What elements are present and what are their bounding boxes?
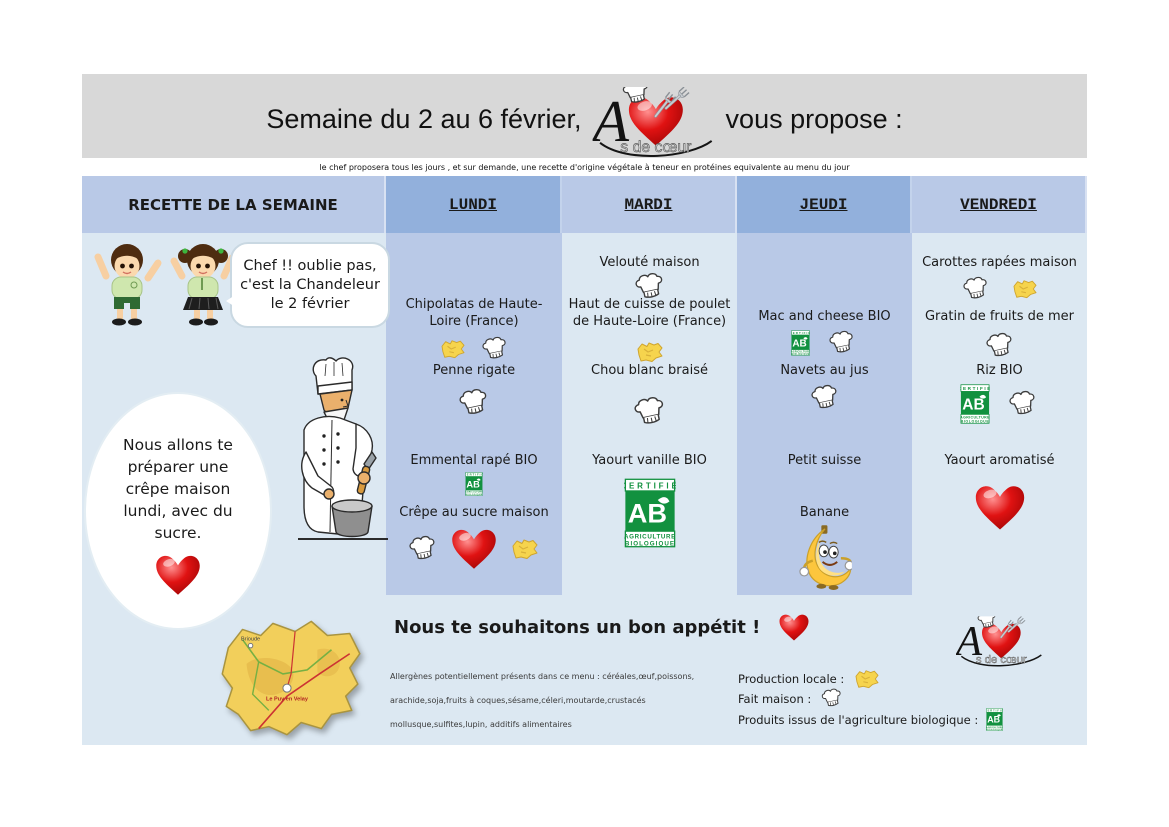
ab-bio-icon: [986, 708, 1003, 731]
menu-sheet: [82, 74, 1087, 745]
bon-appetit-text: Nous te souhaitons un bon appétit !: [394, 616, 761, 638]
bubble-text: Nous allons te préparer une crêpe maison lundi, avec du sucre.: [123, 435, 233, 542]
recette-header: RECETTE DE LA SEMAINE: [82, 176, 386, 233]
speech-bubble-crepe: [84, 392, 272, 630]
menu-item: Velouté maison: [599, 255, 700, 270]
chef-hat-icon: [960, 276, 992, 302]
menu-item: Navets au jus: [780, 363, 869, 378]
menu-item: Carottes rapées maison: [922, 255, 1077, 270]
chef-note: le chef proposera tous les jours , et sur demande, une recette d'origine végétale à teneur en protéines equivalente au menu du jour: [319, 162, 850, 172]
as-de-coeur-logo: [592, 87, 716, 167]
ab-bio-icon: [960, 384, 990, 424]
menu-item: Chipolatas de Haute-Loire (France): [405, 297, 543, 329]
menu-item: Yaourt vanille BIO: [592, 453, 707, 468]
menu-item: Crêpe au sucre maison: [399, 505, 549, 520]
subtitle-band: [82, 158, 1087, 176]
chef-hat-icon: [826, 330, 858, 356]
menu-item: Haut de cuisse de poulet de Haute-Loire (France): [568, 297, 731, 329]
chef-hat-icon: [983, 332, 1017, 360]
bon-appetit-line: [394, 612, 810, 642]
ab-bio-certified-logo: [624, 478, 676, 548]
menu-item: Gratin de fruits de mer: [924, 309, 1074, 324]
legend-fait-maison: [738, 688, 845, 709]
heart-icon: [973, 482, 1027, 532]
legend-label: Fait maison :: [738, 691, 812, 706]
menu-item: Riz BIO: [976, 363, 1023, 378]
chef-illustration: [268, 356, 388, 568]
day-header-vendredi[interactable]: VENDREDI: [912, 176, 1087, 233]
menu-item: Chou blanc braisé: [591, 363, 708, 378]
chef-hat-icon: [631, 396, 669, 428]
title-band: [82, 74, 1087, 158]
chef-hat-icon: [457, 388, 491, 418]
allergens-line1: Allergènes potentiellement présents dans ce menu : céréales,œuf,poissons,: [390, 672, 695, 681]
menu-item: Mac and cheese BIO: [758, 309, 891, 324]
page-title-prefix: Semaine du 2 au 6 février,: [266, 103, 582, 134]
chef-hat-icon: [1006, 390, 1040, 418]
allergens-line2: arachide,soja,fruits à coques,sésame,céleri,moutarde,crustacés: [390, 696, 646, 705]
day-header-lundi[interactable]: LUNDI: [386, 176, 562, 233]
local-map-icon: [508, 537, 542, 561]
day-header-mardi[interactable]: MARDI: [562, 176, 737, 233]
legend-label: Produits issus de l'agriculture biologique :: [738, 712, 979, 727]
local-map-icon: [634, 340, 666, 364]
as-de-coeur-logo-small: [956, 616, 1044, 674]
haute-loire-map: [198, 608, 376, 746]
ab-bio-icon: [465, 472, 483, 496]
legend-bio: [738, 708, 1003, 731]
chef-hat-icon: [819, 688, 845, 709]
local-map-icon: [1010, 278, 1040, 300]
legend-production-locale: [738, 668, 882, 690]
day-header-jeudi[interactable]: JEUDI: [737, 176, 912, 233]
menu-item: Penne rigate: [432, 363, 516, 378]
allergens-line3: mollusque,sulfites,lupin, additifs alimentaires: [390, 720, 572, 729]
ab-bio-icon: [791, 330, 810, 356]
menu-item: Petit suisse: [787, 453, 862, 468]
local-map-icon: [438, 338, 468, 360]
banana-character: [798, 524, 852, 590]
chef-hat-icon: [480, 336, 510, 362]
local-map-icon: [852, 668, 882, 690]
bubble-text: Chef !! oublie pas, c'est la Chandeleur le 2 février: [240, 257, 380, 312]
chef-hat-icon: [808, 384, 842, 412]
chef-hat-icon: [406, 535, 440, 563]
speech-bubble-chandeleur: [230, 242, 390, 328]
menu-item: Emmental rapé BIO: [410, 453, 538, 468]
heart-icon: [154, 552, 202, 597]
legend-label: Production locale :: [738, 672, 845, 686]
menu-item: Banane: [799, 505, 850, 520]
heart-icon: [450, 526, 498, 571]
page-title-suffix: vous propose :: [725, 103, 903, 134]
heart-icon: [778, 612, 810, 642]
menu-item: Yaourt aromatisé: [944, 453, 1055, 468]
